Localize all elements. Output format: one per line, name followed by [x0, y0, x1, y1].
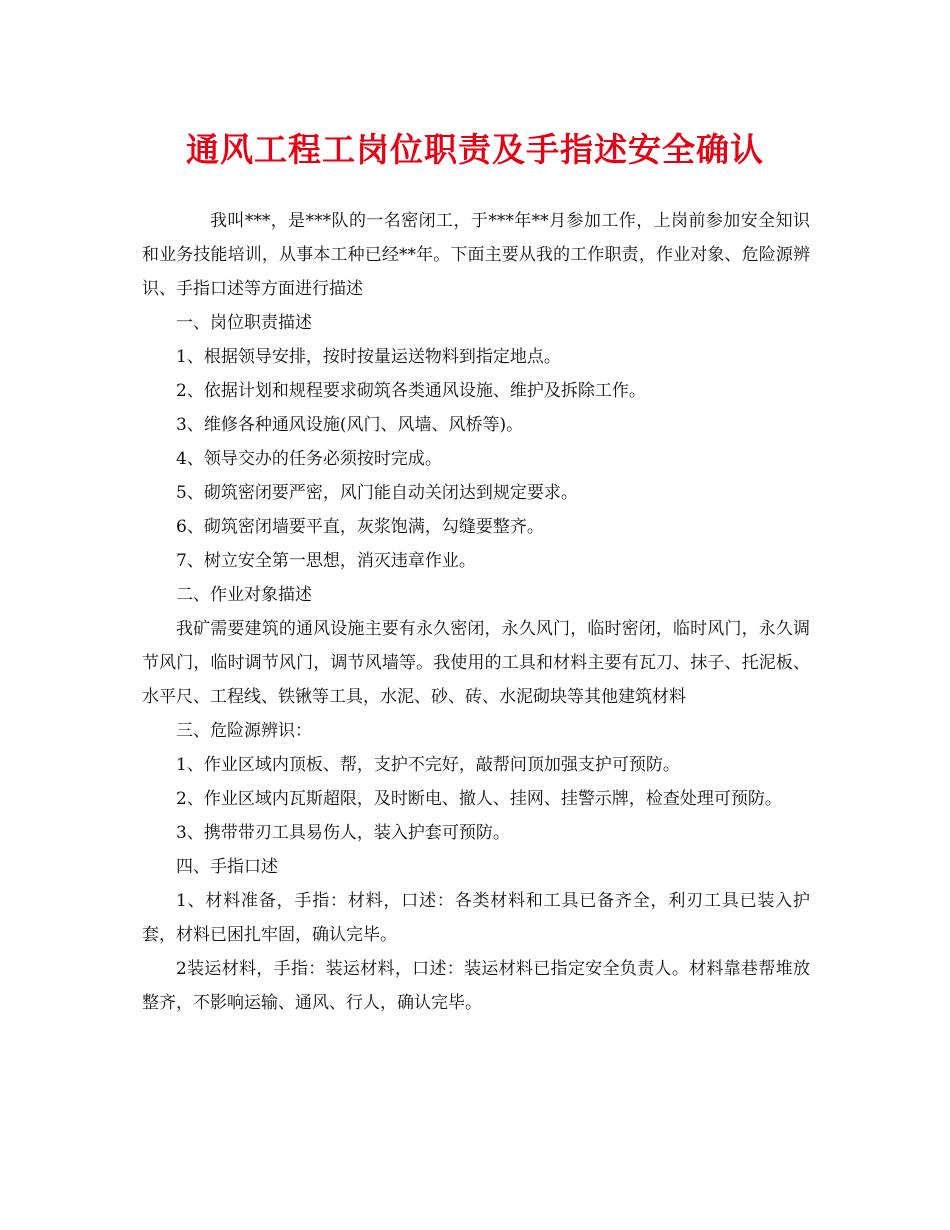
hazard-item: 3、携带带刃工具易伤人，装入护套可预防。 [176, 823, 510, 843]
duty-item: 6、砌筑密闭墙要平直，灰浆饱满，勾缝要整齐。 [176, 517, 544, 537]
duty-item: 3、维修各种通风设施(风门、风墙、风桥等)。 [176, 415, 524, 435]
work-objects-paragraph: 我矿需要建筑的通风设施主要有永久密闭，永久风门，临时密闭，临时风门，永久调节风门，临时调节风门，调节风墙等。我使用的工具和材料主要有瓦刀、抹子、托泥板、水平尺、工程线、铁锹等工具，水泥、砂、砖、水泥砌块等其他建筑材料 [142, 619, 810, 707]
section-heading-duties: 一、岗位职责描述 [176, 313, 312, 333]
intro-paragraph: 我叫***，是***队的一名密闭工，于***年**月参加工作，上岗前参加安全知识和业务技能培训，从事本工种已经**年。下面主要从我的工作职责，作业对象、危险源辨识、手指口述等方面进行描述 [142, 211, 810, 299]
section-heading-hazards: 三、危险源辨识： [176, 721, 312, 741]
section-heading-work-objects: 二、作业对象描述 [176, 585, 312, 605]
duty-item: 1、根据领导安排，按时按量运送物料到指定地点。 [176, 347, 561, 367]
hazard-item: 1、作业区域内顶板、帮，支护不完好，敲帮问顶加强支护可预防。 [176, 755, 680, 775]
duty-item: 7、树立安全第一思想，消灭违章作业。 [176, 551, 476, 571]
document-body [142, 204, 810, 1020]
document-title: 通风工程工岗位职责及手指述安全确认 [186, 130, 764, 169]
hazard-item: 2、作业区域内瓦斯超限，及时断电、撤人、挂网、挂警示牌，检查处理可预防。 [176, 789, 782, 809]
duty-item: 2、依据计划和规程要求砌筑各类通风设施、维护及拆除工作。 [176, 381, 646, 401]
finger-pointing-item: 1、材料准备，手指：材料，口述：各类材料和工具已备齐全，利刃工具已装入护套，材料已困扎牢固，确认完毕。 [142, 891, 810, 945]
section-heading-finger-pointing: 四、手指口述 [176, 857, 278, 877]
finger-pointing-item: 2装运材料，手指：装运材料，口述：装运材料已指定安全负责人。材料靠巷帮堆放整齐，不影响运输、通风、行人，确认完毕。 [142, 959, 810, 1013]
duty-item: 5、砌筑密闭要严密，风门能自动关闭达到规定要求。 [176, 483, 578, 503]
duty-item: 4、领导交办的任务必须按时完成。 [176, 449, 442, 469]
